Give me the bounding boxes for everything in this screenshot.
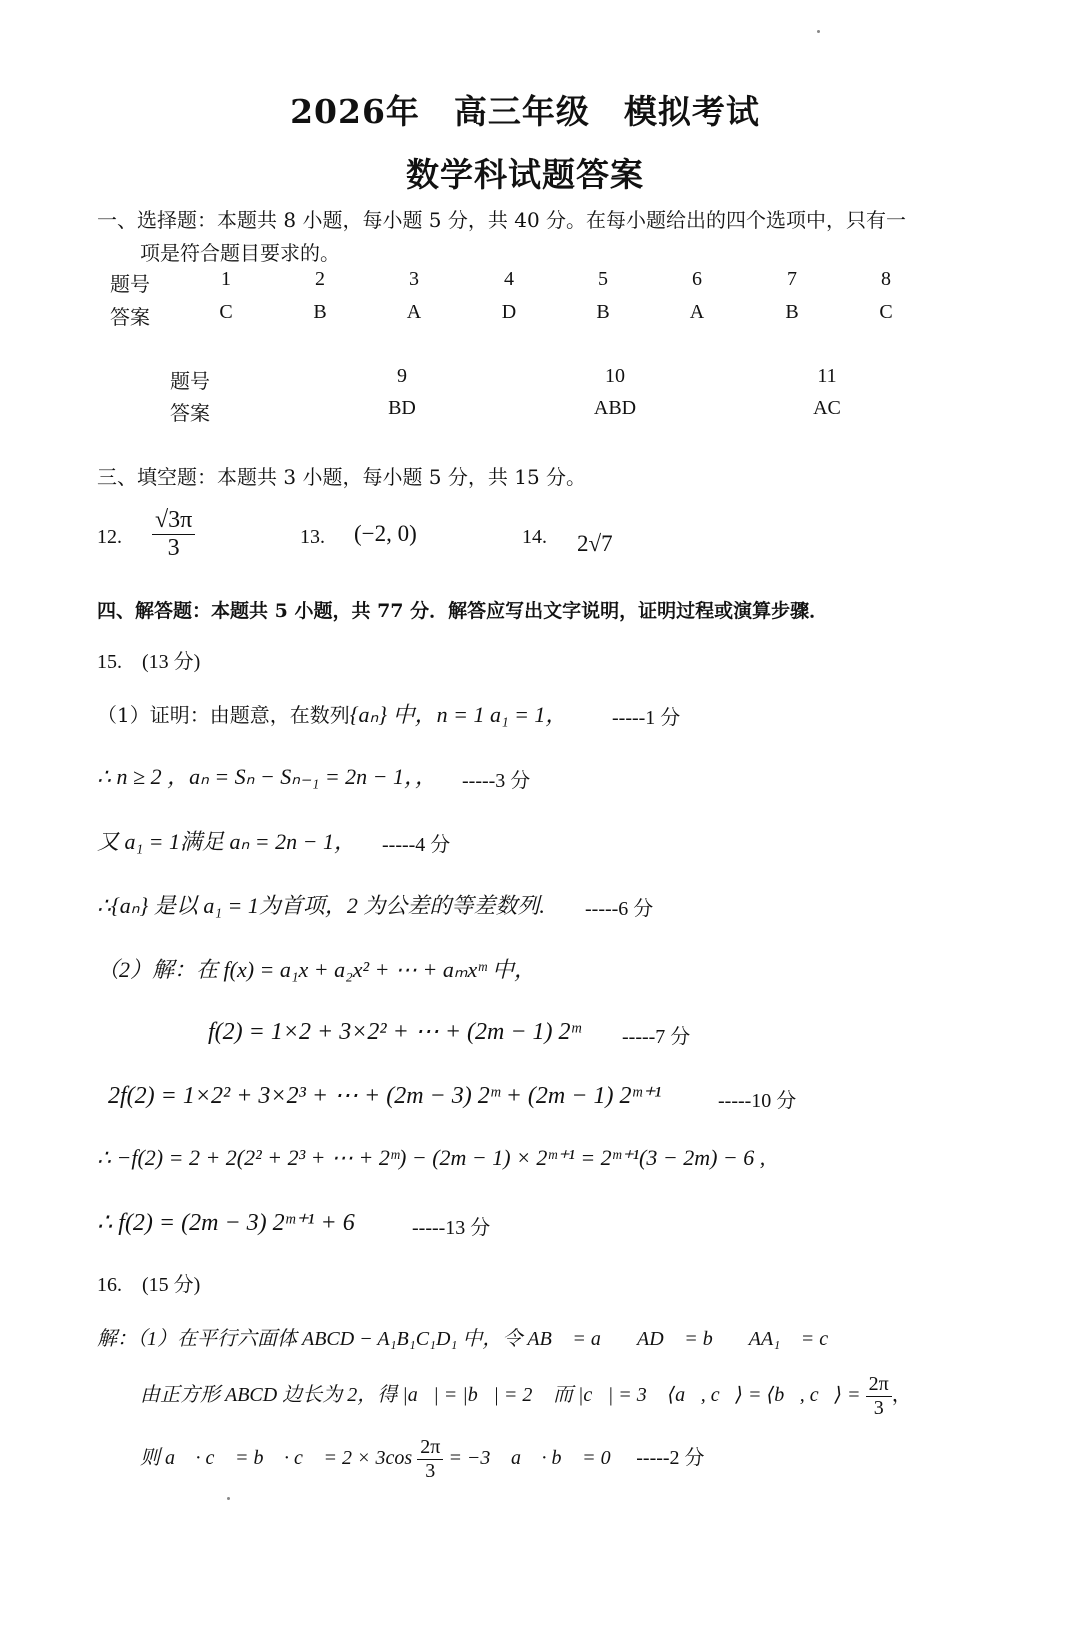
- answer-cell: A: [406, 301, 422, 323]
- question-number: 11: [817, 365, 837, 387]
- answer-cell: C: [879, 301, 893, 323]
- q14-label: 14.: [522, 526, 547, 548]
- question-number: 3: [409, 268, 419, 290]
- q15-line5: （2）解：在 f(x) = a₁x + a₂x² + ⋯ + aₘxᵐ 中，: [97, 957, 536, 982]
- q15-score-1: -----1 分: [612, 707, 681, 729]
- row-label-answer: 答案: [110, 305, 150, 329]
- q16-line3: [140, 1436, 705, 1483]
- page-subtitle: 数学科试题答案: [406, 155, 644, 194]
- fraction-denominator: 3: [873, 1397, 884, 1419]
- q16-line2-math: 由正方形 ABCD 边长为 2，得 |a⃗| = |b⃗| = 2 ，而 |c⃗| = 3 ，⟨a⃗, c⃗⟩ = ⟨b⃗, c⃗⟩ =: [140, 1384, 861, 1406]
- q15-line6: f(2) = 1×2 + 3×2² + ⋯ + (2m − 1) 2ᵐ: [208, 1019, 581, 1045]
- question-number: 2: [315, 268, 325, 290]
- q15-score-6: -----10 分: [718, 1090, 797, 1112]
- page-title: 2026年 高三年级 模拟考试: [290, 92, 760, 131]
- q16-line2: [140, 1373, 912, 1420]
- section1-intro: 一、选择题：本题共 8 小题，每小题 5 分，共 40 分。在每小题给出的四个选项中，只有一: [97, 208, 907, 232]
- fraction-numerator: 2π: [866, 1373, 892, 1397]
- answer-cell: A: [689, 301, 705, 323]
- q12-answer: [152, 507, 195, 562]
- q13-label: 13.: [300, 526, 325, 548]
- q15-line7: 2f(2) = 1×2² + 3×2³ + ⋯ + (2m − 3) 2ᵐ + (2m − 1) 2ᵐ⁺¹: [108, 1083, 662, 1109]
- q15-line1-text: （1）证明：由题意，在数列: [97, 703, 350, 727]
- q12-numerator: √3π: [152, 507, 195, 535]
- fraction-numerator: 2π: [417, 1436, 443, 1460]
- answer-cell: B: [596, 301, 610, 323]
- q16-heading: 16. (15 分): [97, 1274, 201, 1296]
- section3-intro: 三、填空题：本题共 3 小题，每小题 5 分，共 15 分。: [97, 465, 587, 489]
- question-number: 1: [221, 268, 231, 290]
- fraction-denominator: 3: [425, 1460, 436, 1482]
- answer-cell: B: [313, 301, 327, 323]
- scan-speck: [817, 30, 820, 33]
- q15-line1: [97, 698, 567, 729]
- question-number: 4: [504, 268, 514, 290]
- q12-label: 12.: [97, 526, 122, 548]
- q16-line3-math-a: 则 a⃗ · c⃗ = b⃗ · c⃗ = 2 × 3cos: [140, 1447, 413, 1469]
- q13-answer: (−2, 0): [354, 521, 417, 546]
- q12-denominator: 3: [167, 535, 180, 561]
- q12-fraction: [152, 507, 195, 562]
- question-number: 6: [692, 268, 702, 290]
- q15-line3: 又 a₁ = 1满足 aₙ = 2n − 1，: [97, 829, 356, 854]
- answer-cell: C: [219, 301, 233, 323]
- q16-line3-fraction: [417, 1436, 443, 1483]
- q15-line9: ∴ f(2) = (2m − 3) 2ᵐ⁺¹ + 6: [97, 1210, 355, 1236]
- answer-cell: AC: [813, 397, 841, 419]
- question-number: 7: [787, 268, 797, 290]
- answer-cell: ABD: [593, 397, 637, 419]
- q15-score-2: -----3 分: [462, 770, 531, 792]
- q15-score-4: -----6 分: [585, 898, 654, 920]
- q15-line8: ∴ −f(2) = 2 + 2(2² + 2³ + ⋯ + 2ᵐ) − (2m − 1) × 2ᵐ⁺¹ = 2ᵐ⁺¹(3 − 2m) − 6 ,: [97, 1145, 766, 1170]
- q15-line1-math: {aₙ} 中，n = 1 a₁ = 1，: [349, 702, 568, 727]
- q15-heading: 15. (13 分): [97, 651, 201, 673]
- section4-intro: 四、解答题：本题共 5 小题，共 77 分．解答应写出文字说明，证明过程或演算步骤．: [97, 600, 829, 622]
- q15-line4: ∴{aₙ} 是以 a₁ = 1为首项，2 为公差的等差数列.: [97, 893, 545, 918]
- question-number: 9: [397, 365, 407, 387]
- question-number: 8: [881, 268, 891, 290]
- q15-score-5: -----7 分: [622, 1026, 691, 1048]
- answer-cell: D: [501, 301, 517, 323]
- row-label-answer: 答案: [170, 401, 210, 425]
- q15-score-7: -----13 分: [412, 1217, 491, 1239]
- answer-cell: B: [785, 301, 799, 323]
- question-number: 10: [605, 365, 625, 387]
- question-number: 5: [598, 268, 608, 290]
- q14-answer: 2√7: [577, 531, 613, 556]
- q16-line2-tail: ，: [891, 1382, 912, 1406]
- row-label-number: 题号: [110, 272, 150, 296]
- answer-cell: BD: [388, 397, 416, 419]
- q15-score-3: -----4 分: [382, 834, 451, 856]
- scan-speck: [227, 1497, 230, 1500]
- q16-line3-math-b: = −3 ，a⃗ · b⃗ = 0 ，: [448, 1447, 632, 1469]
- section1-intro-cont: 项是符合题目要求的。: [140, 241, 340, 265]
- q15-line2: ∴ n ≥ 2 ，aₙ = Sₙ − Sₙ₋₁ = 2n − 1，，: [97, 764, 438, 789]
- q16-line1: 解：（1）在平行六面体 ABCD − A₁B₁C₁D₁ 中，令 AB⃗ = a⃗ ，AD⃗ = b⃗ ，AA₁⃗ = c⃗ ，: [97, 1328, 865, 1350]
- q16-line2-fraction: [866, 1373, 892, 1420]
- row-label-number: 题号: [170, 369, 210, 393]
- q16-score-1: -----2 分: [636, 1447, 705, 1469]
